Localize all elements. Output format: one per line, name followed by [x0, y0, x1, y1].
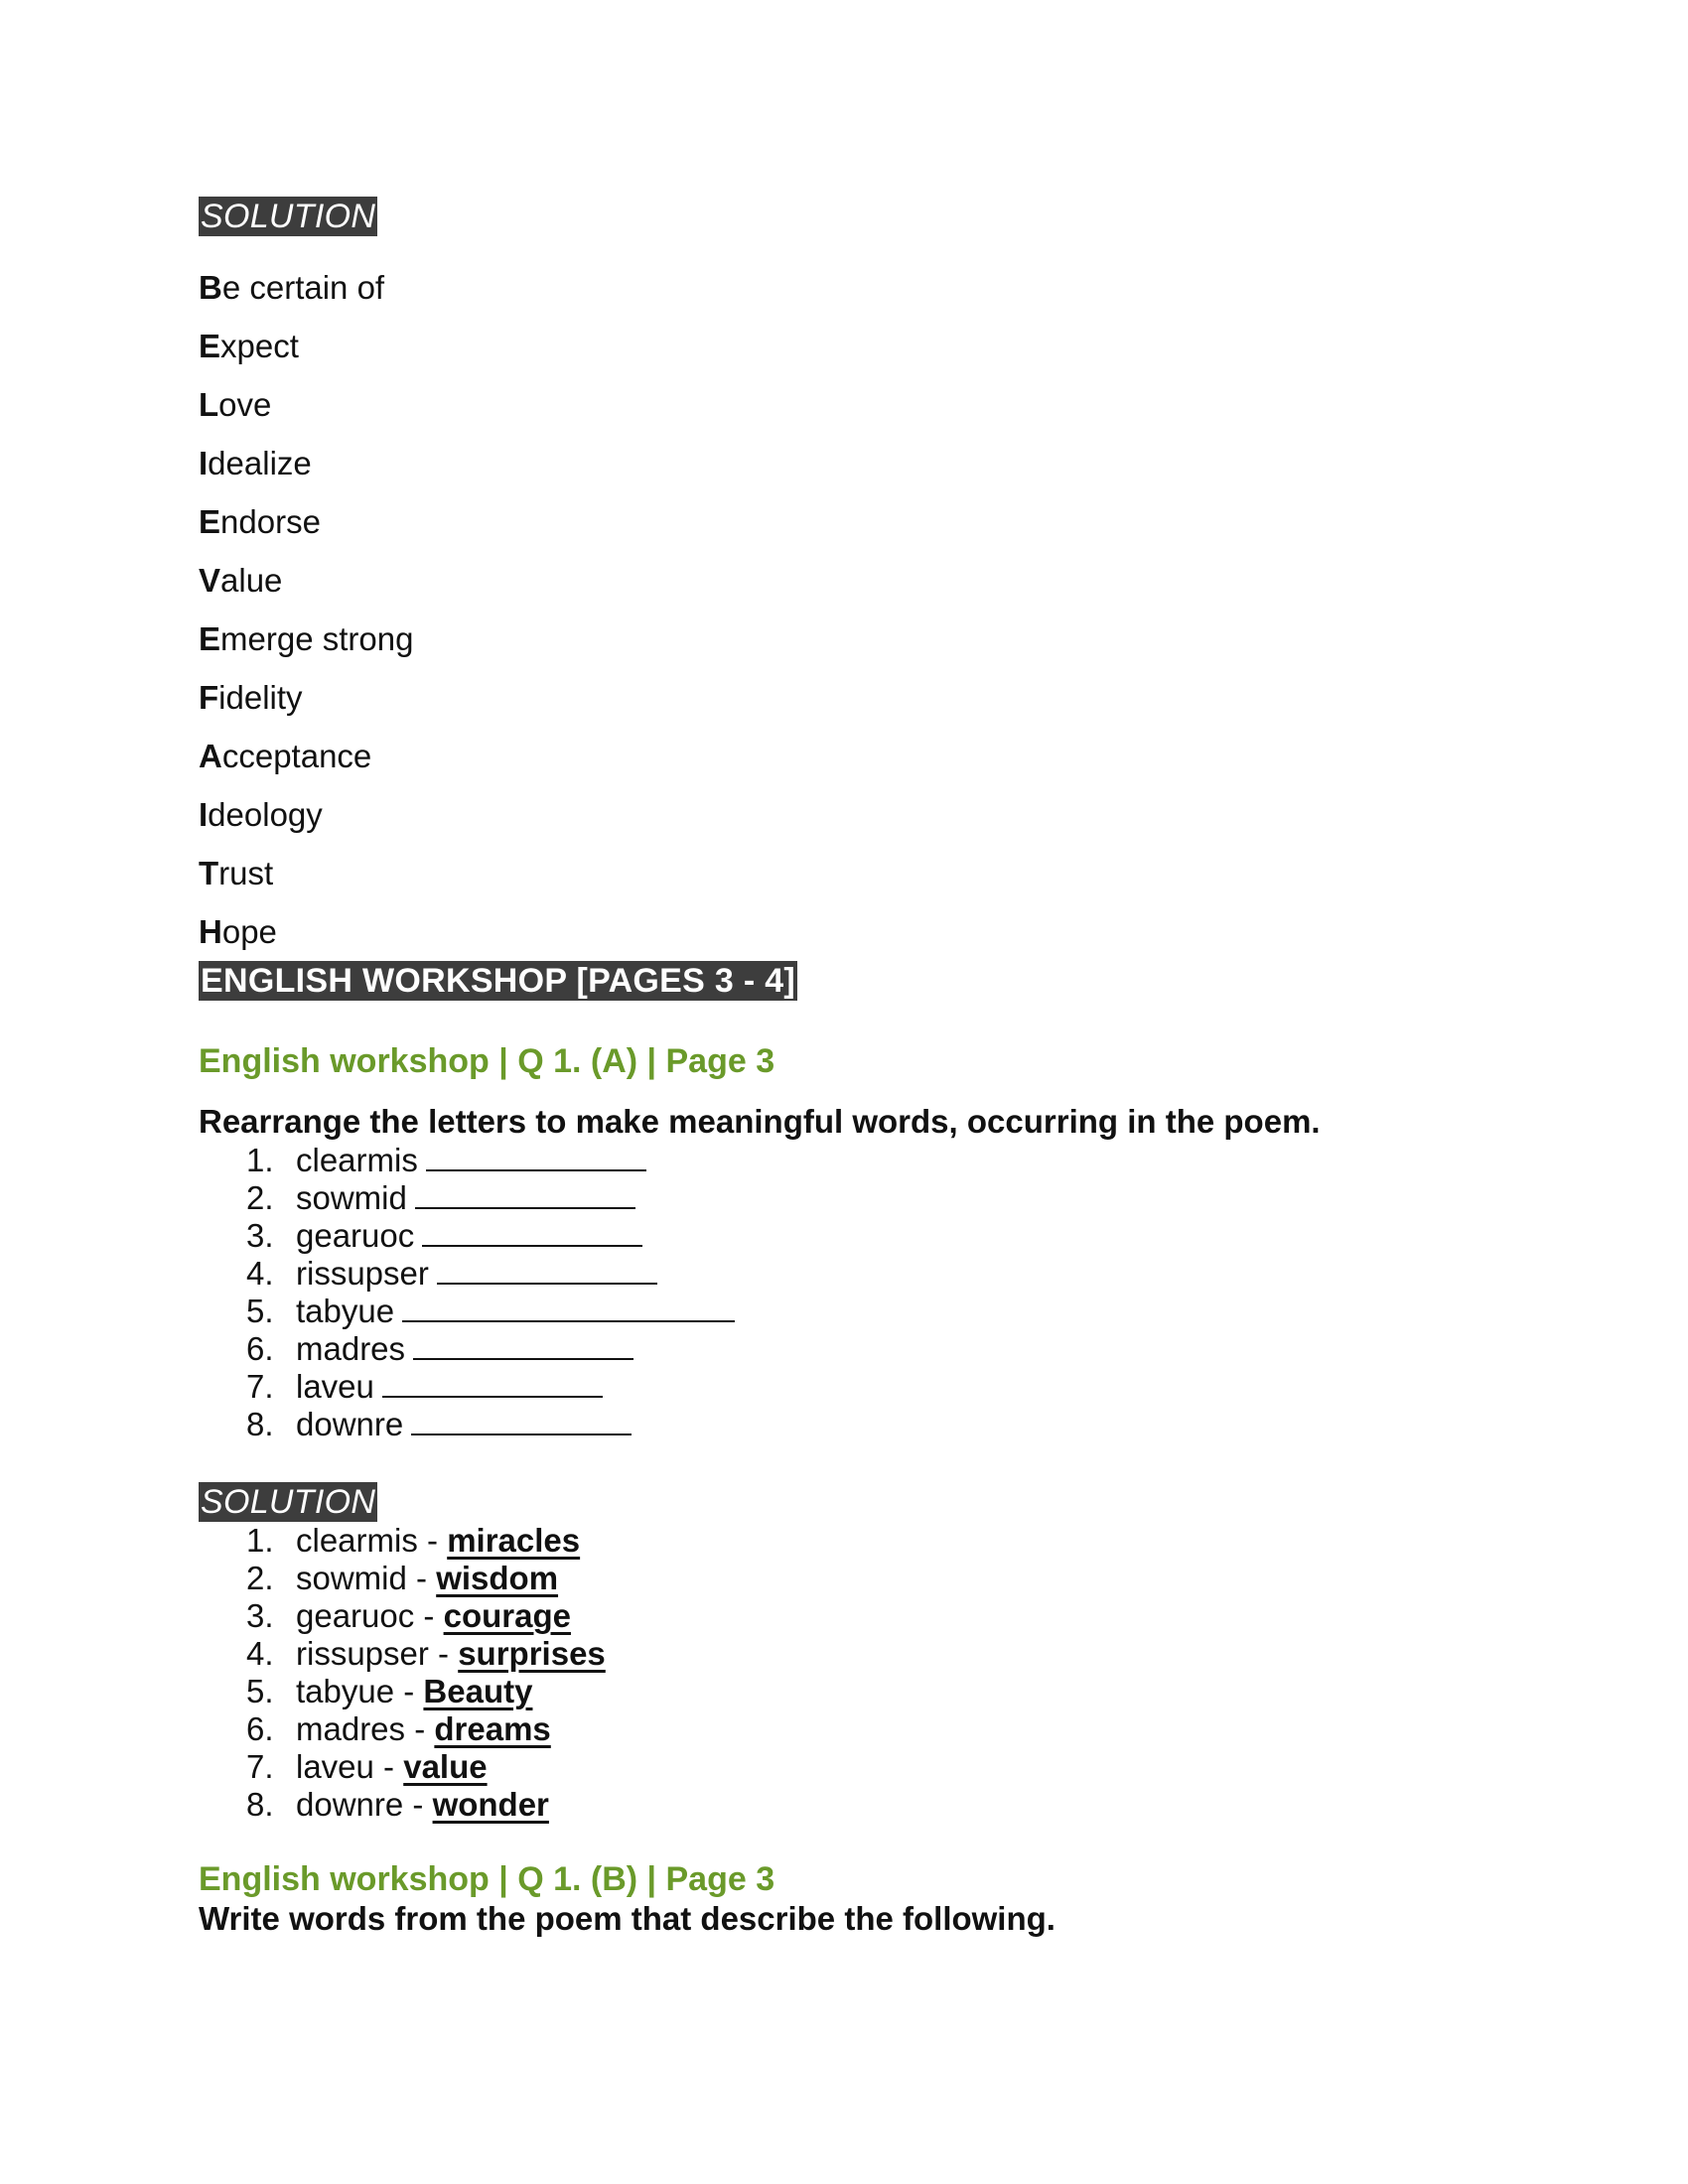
question-item: 2. sowmid: [199, 1179, 1589, 1217]
acrostic-item: Acceptance: [199, 738, 372, 774]
solution-label: SOLUTION: [201, 198, 376, 235]
answer-blank[interactable]: [437, 1255, 657, 1285]
answer-word: dreams: [434, 1710, 551, 1747]
solution-answer-list: [199, 1522, 1589, 1824]
question-item: 1. clearmis: [199, 1142, 1589, 1179]
answer-item: 4. rissupser - surprises: [246, 1635, 606, 1672]
acrostic-item: Fidelity: [199, 679, 303, 716]
answer-blank[interactable]: [422, 1217, 642, 1247]
question-item: 8. downre: [199, 1406, 1589, 1443]
answer-item: 5. tabyue - Beauty: [246, 1673, 533, 1709]
answer-item: 2. sowmid - wisdom: [246, 1560, 559, 1596]
acrostic-item: Expect: [199, 328, 299, 364]
answer-word: wisdom: [436, 1560, 559, 1596]
answer-blank[interactable]: [415, 1179, 635, 1209]
acrostic-item: Emerge strong: [199, 620, 414, 657]
acrostic-item: Hope: [199, 913, 277, 950]
answer-word: miracles: [447, 1522, 581, 1559]
answer-item: 6. madres - dreams: [246, 1710, 551, 1747]
question-item: 6. madres: [199, 1330, 1589, 1368]
question-item: 4. rissupser: [199, 1255, 1589, 1293]
workshop-banner: ENGLISH WORKSHOP [PAGES 3 - 4]: [201, 962, 796, 1000]
q1b-instruction: Write words from the poem that describe the following.: [199, 1900, 1055, 1937]
answer-blank[interactable]: [413, 1330, 633, 1360]
q1a-heading: English workshop | Q 1. (A) | Page 3: [199, 1042, 775, 1080]
acrostic-item: Trust: [199, 855, 274, 891]
acrostic-item: Endorse: [199, 503, 321, 540]
question-item: 7. laveu: [199, 1368, 1589, 1406]
answer-item: 7. laveu - value: [246, 1748, 488, 1785]
answer-item: 3. gearuoc - courage: [246, 1597, 571, 1634]
acrostic-item: Value: [199, 562, 283, 599]
acrostic-item: Be certain of: [199, 269, 385, 306]
question-item: 3. gearuoc: [199, 1217, 1589, 1255]
acrostic-item: Idealize: [199, 445, 312, 481]
answer-word: value: [403, 1748, 488, 1785]
answer-blank[interactable]: [402, 1293, 735, 1322]
acrostic-item: Love: [199, 386, 272, 423]
q1a-question-list: [199, 1142, 1589, 1443]
solution-label-row: [199, 197, 1589, 236]
page-content: [199, 197, 1589, 1939]
solution-label-row: [199, 1482, 1589, 1522]
answer-item: 1. clearmis - miracles: [246, 1522, 581, 1559]
acrostic-word-list: [199, 258, 1589, 961]
answer-blank[interactable]: [382, 1368, 603, 1398]
q1b-heading: English workshop | Q 1. (B) | Page 3: [199, 1860, 775, 1898]
acrostic-item: Ideology: [199, 796, 323, 833]
q1a-instruction: Rearrange the letters to make meaningful words, occurring in the poem.: [199, 1103, 1321, 1140]
answer-word: surprises: [458, 1635, 606, 1672]
answer-blank[interactable]: [411, 1406, 632, 1435]
answer-word: wonder: [432, 1786, 549, 1823]
answer-item: 8. downre - wonder: [246, 1786, 549, 1823]
answer-word: courage: [443, 1597, 571, 1634]
workshop-banner-row: [199, 961, 1589, 1001]
solution-label: SOLUTION: [201, 1483, 376, 1521]
answer-word: Beauty: [423, 1673, 533, 1709]
question-item: 5. tabyue: [199, 1293, 1589, 1330]
answer-blank[interactable]: [426, 1142, 646, 1171]
